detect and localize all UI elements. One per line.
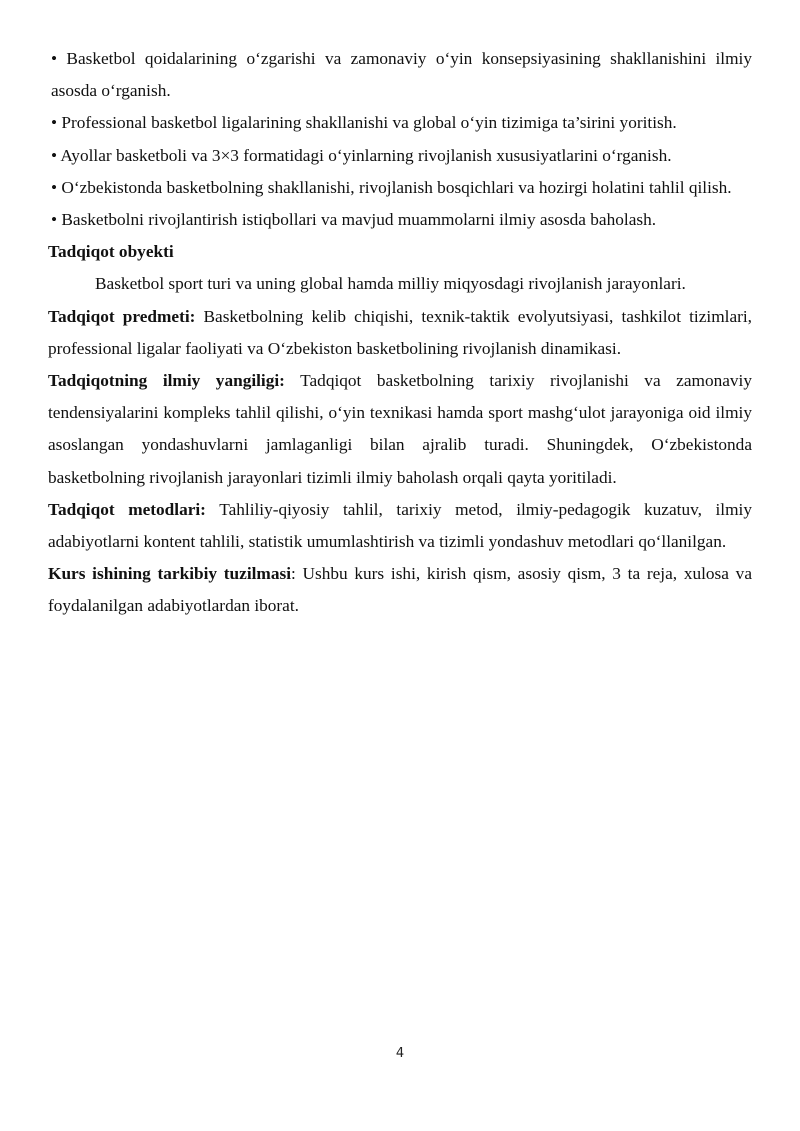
research-subject-label: Tadqiqot predmeti: xyxy=(48,306,196,326)
page-number: 4 xyxy=(395,1046,405,1061)
work-structure-text: : Ushbu kurs ishi, kirish qism, asosiy qism, 3 ta reja, xulosa va foydalanilgan adabiyotlardan iborat. xyxy=(48,564,752,616)
research-methods-label: Tadqiqot metodlari: xyxy=(48,499,206,519)
research-object-heading: Tadqiqot obyekti xyxy=(48,242,174,262)
research-subject-paragraph xyxy=(48,301,752,365)
bullet-item: • Ayollar basketboli va 3×3 formatidagi o‘yinlarning rivojlanish xususiyatlarini o‘rganish. xyxy=(51,145,672,165)
work-structure-paragraph xyxy=(48,558,752,622)
bullet-item: • Basketbol qoidalarining o‘zgarishi va zamonaviy o‘yin konsepsiyasining shakllanishini ilmiy asosda o‘rganish. xyxy=(51,49,752,101)
scientific-novelty-text: Tadqiqot basketbolning tarixiy rivojlanishi va zamonaviy tendensiyalarini kompleks tahlil qilishi, o‘yin texnikasi hamda sport mashg‘ulot jarayoniga oid ilmiy asoslangan yondashuvlarni jamlaganligi bilan ajralib turadi. Shuningdek, O‘zbekistonda basketbolning rivojlanish jarayonlari tizimli ilmiy baholash orqali qayta yoritiladi. xyxy=(48,371,752,487)
bullet-item: • Basketbolni rivojlantirish istiqbollari va mavjud muammolarni ilmiy asosda baholash. xyxy=(51,210,657,230)
research-object-text: Basketbol sport turi va uning global hamda milliy miqyosdagi rivojlanish jarayonlari. xyxy=(95,274,686,294)
work-structure-label: Kurs ishining tarkibiy tuzilmasi xyxy=(48,564,291,584)
bullet-item: • O‘zbekistonda basketbolning shakllanishi, rivojlanish bosqichlari va hozirgi holatini tahlil qilish. xyxy=(51,177,732,197)
research-methods-paragraph xyxy=(48,494,752,558)
document-body xyxy=(48,43,752,623)
scientific-novelty-label: Tadqiqotning ilmiy yangiligi: xyxy=(48,371,285,391)
research-methods-text: Tahliliy-qiyosiy tahlil, tarixiy metod, ilmiy-pedagogik kuzatuv, ilmiy adabiyotlarni kontent tahlili, statistik umumlashtirish va tizimli yondashuv metodlari qo‘llanilgan. xyxy=(48,499,752,552)
scientific-novelty-paragraph xyxy=(48,365,752,494)
research-subject-text: Basketbolning kelib chiqishi, texnik-taktik evolyutsiyasi, tashkilot tizimlari, professional ligalar faoliyati va O‘zbekiston basketbolining rivojlanish dinamikasi. xyxy=(48,306,752,358)
bullet-item: • Professional basketbol ligalarining shakllanishi va global o‘yin tizimiga ta’sirini yoritish. xyxy=(51,113,677,133)
